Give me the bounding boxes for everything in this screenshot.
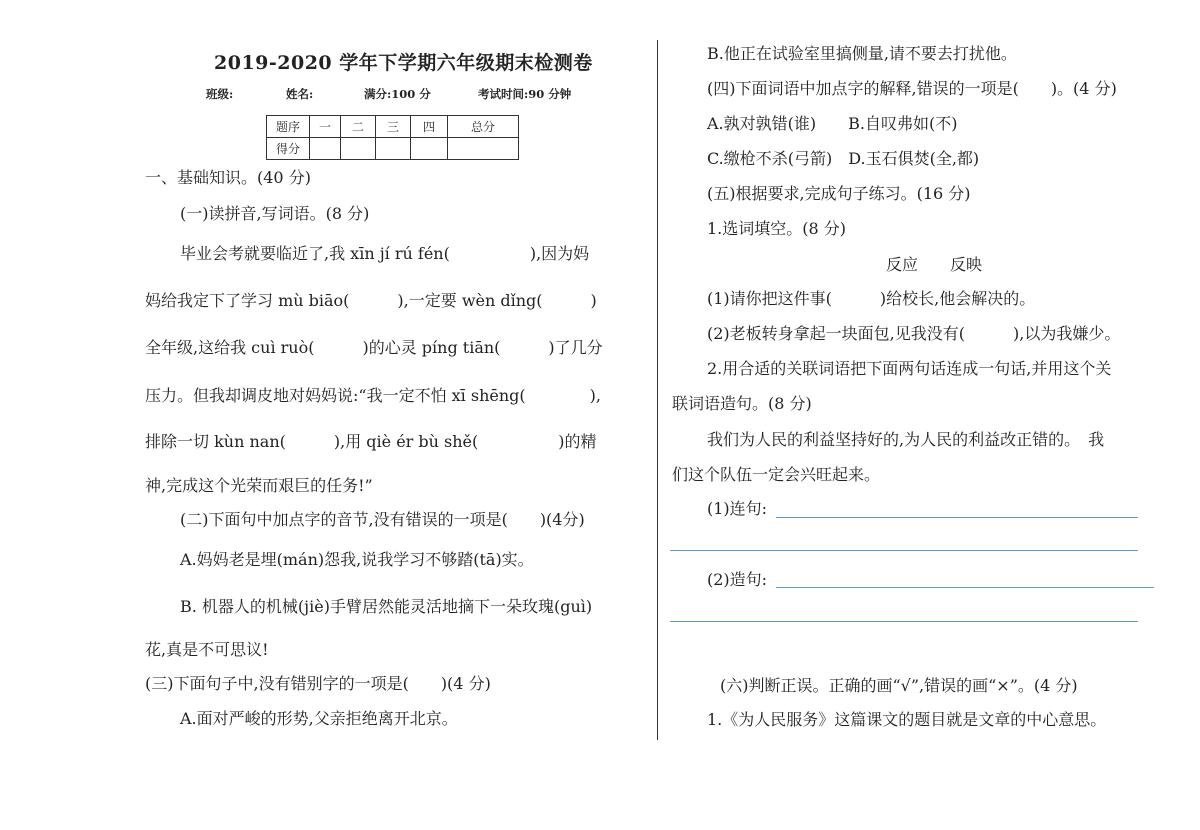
option-text: C.缴枪不杀(弓箭) D.玉石俱焚(全,都)	[707, 149, 980, 168]
score-header-cell: 二	[341, 116, 376, 138]
option-text: 花,真是不可思议!	[145, 640, 269, 659]
score-header-cell: 三	[376, 116, 411, 138]
option-text: B. 机器人的机械(jiè)手臂居然能灵活地摘下一朵玫瑰(guì)	[180, 597, 593, 616]
sub-question: 1.选词填空。(8 分)	[707, 219, 847, 238]
score-header-cell: 总分	[448, 116, 519, 138]
score-row-label: 得分	[267, 138, 310, 160]
answer-line[interactable]	[670, 550, 1138, 551]
score-header-cell: 题序	[267, 116, 310, 138]
fill-blank-sentence: (2)老板转身拿起一块面包,见我没有( ),以为我嫌少。	[707, 324, 1121, 343]
link-sentence-label: (1)连句:	[707, 499, 768, 518]
answer-line[interactable]	[776, 587, 1154, 588]
pinyin-paragraph-line: 压力。但我却调皮地对妈妈说:“我一定不怕 xī shēng( ),	[145, 386, 601, 405]
section-heading: 一、基础知识。(40 分)	[145, 168, 311, 187]
option-text: A.孰对孰错(谁) B.自叹弗如(不)	[707, 114, 958, 133]
pinyin-paragraph-line: 妈给我定下了学习 mù biāo( ),一定要 wèn dǐng( )	[145, 291, 597, 310]
question-heading: (三)下面句子中,没有错别字的一项是( )(4 分)	[145, 674, 491, 693]
sub-question: 联词语造句。(8 分)	[672, 394, 812, 413]
score-header-cell: 一	[310, 116, 341, 138]
question-heading: (二)下面句中加点字的音节,没有错误的一项是( )(4分)	[180, 510, 585, 529]
pinyin-paragraph-line: 神,完成这个光荣而艰巨的任务!”	[145, 476, 373, 495]
answer-line[interactable]	[670, 621, 1138, 622]
score-input-cell[interactable]	[448, 138, 519, 160]
source-sentence: 们这个队伍一定会兴旺起来。	[672, 465, 881, 484]
score-header-cell: 四	[411, 116, 448, 138]
fill-blank-sentence: (1)请你把这件事( )给校长,他会解决的。	[707, 289, 1036, 308]
word-choices: 反应 反映	[886, 255, 983, 274]
page-title: 2019-2020 学年下学期六年级期末检测卷	[214, 52, 593, 74]
score-input-cell[interactable]	[411, 138, 448, 160]
score-input-cell[interactable]	[376, 138, 411, 160]
make-sentence-label: (2)造句:	[707, 570, 768, 589]
pinyin-paragraph-line: 全年级,这给我 cuì ruò( )的心灵 píng tiān( )了几分	[145, 338, 603, 357]
option-text: A.面对严峻的形势,父亲拒绝离开北京。	[180, 709, 458, 728]
option-text: B.他正在试验室里搞侧量,请不要去打扰他。	[707, 44, 1017, 63]
source-sentence: 我们为人民的利益坚持好的,为人民的利益改正错的。 我	[707, 430, 1105, 449]
question-heading: (四)下面词语中加点字的解释,错误的一项是( )。(4 分)	[707, 79, 1117, 98]
full-score-label: 满分:100 分	[364, 87, 431, 101]
sub-question: 2.用合适的关联词语把下面两句话连成一句话,并用这个关	[707, 359, 1112, 378]
question-heading: (一)读拼音,写词语。(8 分)	[180, 204, 370, 223]
judgement-item: 1.《为人民服务》这篇课文的题目就是文章的中心意思。	[707, 710, 1107, 729]
pinyin-paragraph-line: 排除一切 kùn nan( ),用 qiè ér bù shě( )的精	[145, 432, 597, 451]
answer-line[interactable]	[776, 517, 1138, 518]
score-input-cell[interactable]	[310, 138, 341, 160]
score-input-cell[interactable]	[341, 138, 376, 160]
name-label: 姓名:	[286, 87, 314, 101]
option-text: A.妈妈老是埋(mán)怨我,说我学习不够踏(tā)实。	[180, 550, 534, 569]
pinyin-paragraph-line: 毕业会考就要临近了,我 xīn jí rú fén( ),因为妈	[180, 244, 590, 263]
score-table	[266, 115, 519, 160]
question-heading: (六)判断正误。正确的画“√”,错误的画“×”。(4 分)	[720, 676, 1078, 695]
class-label: 班级:	[206, 87, 234, 101]
column-divider	[657, 40, 658, 740]
question-heading: (五)根据要求,完成句子练习。(16 分)	[707, 184, 971, 203]
exam-time-label: 考试时间:90 分钟	[478, 87, 572, 101]
